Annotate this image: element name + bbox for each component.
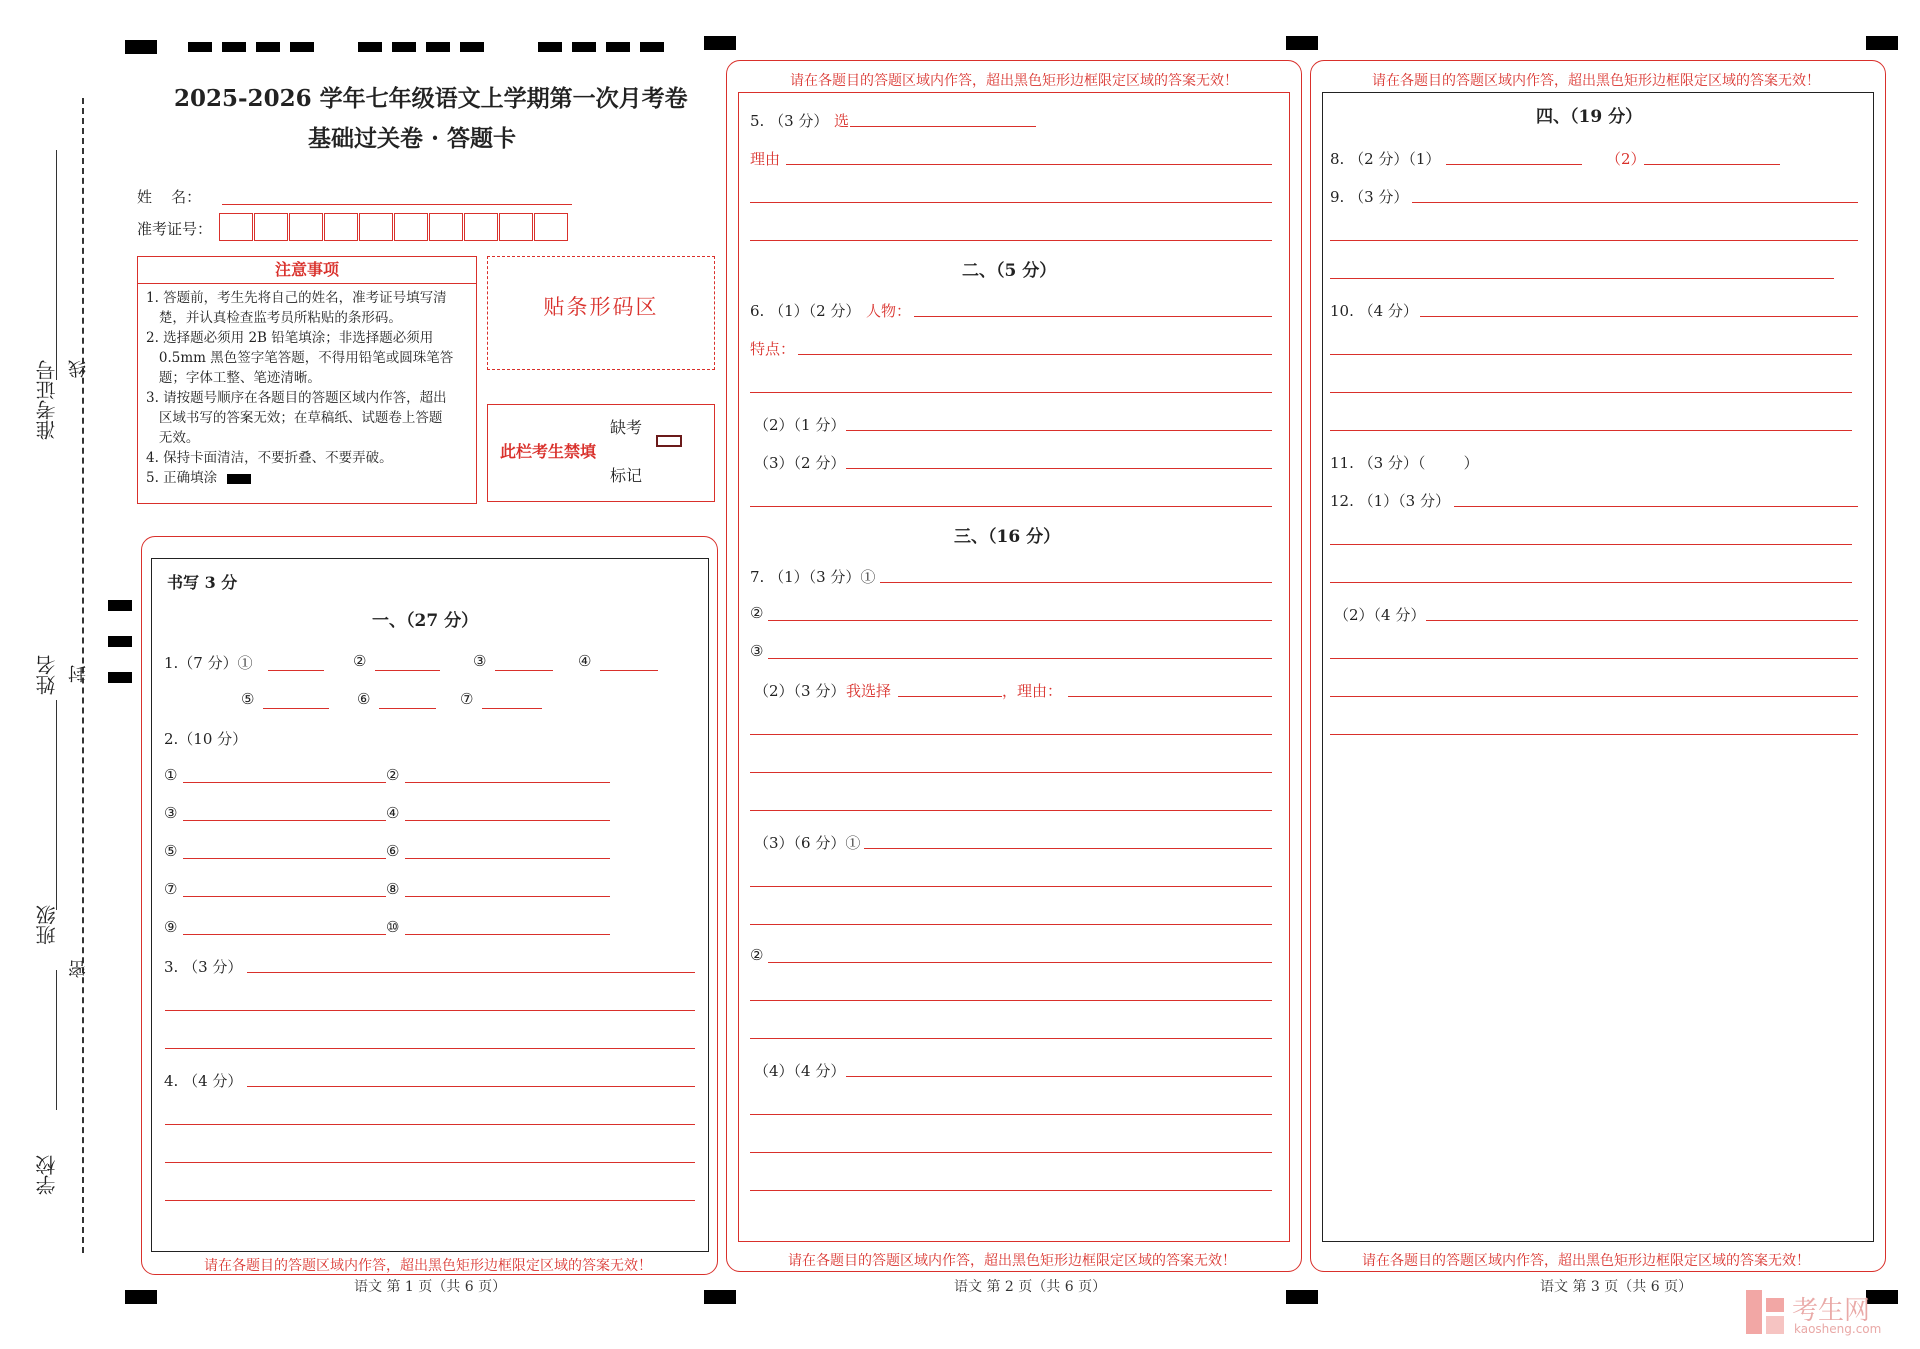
reg-mark — [1866, 1290, 1898, 1304]
side-class-label: 班级 — [35, 905, 59, 945]
q5-line[interactable] — [750, 202, 1272, 203]
q1-blank-2[interactable] — [375, 670, 440, 671]
q3-label: 3. （3 分） — [164, 958, 243, 976]
notice-item: 2. 选择题必须用 2B 铅笔填涂；非选择题必须用 — [146, 330, 434, 346]
side-id-label: 准考证号 — [35, 360, 59, 440]
reg-mark — [704, 36, 736, 50]
q10-line[interactable] — [1330, 354, 1852, 355]
q2-blank-label: ⑩ — [386, 918, 400, 936]
q2-blank[interactable] — [405, 896, 610, 897]
notice-item: 题；字体工整、笔迹清晰。 — [146, 370, 321, 386]
reg-mark — [256, 42, 280, 52]
q7-3-line[interactable] — [768, 962, 1272, 963]
reg-mark — [704, 1290, 736, 1304]
q8-2-label: （2） — [1606, 150, 1646, 168]
name-field[interactable] — [222, 204, 572, 205]
q5-line[interactable] — [786, 164, 1272, 165]
q2-blank-label: ⑨ — [164, 918, 178, 936]
q7-4-label: （4）（4 分） — [754, 1062, 846, 1080]
section-1-heading: 一、（27 分） — [372, 611, 479, 631]
q2-blank[interactable] — [405, 934, 610, 935]
side-name-label: 姓名 — [35, 655, 59, 695]
q6-3-line[interactable] — [750, 506, 1272, 507]
q7-3-line[interactable] — [750, 1038, 1272, 1039]
q1-blank-label: ② — [353, 652, 367, 670]
side-line-label: 线 — [68, 360, 89, 378]
q7-2-line[interactable] — [750, 772, 1272, 773]
reg-mark — [125, 40, 157, 54]
page1-warning: 请在各题目的答题区域内作答，超出黑色矩形边框限定区域的答案无效！ — [204, 1258, 652, 1274]
page2-warning-bottom: 请在各题目的答题区域内作答，超出黑色矩形边框限定区域的答案无效！ — [788, 1253, 1236, 1269]
q2-blank[interactable] — [183, 896, 386, 897]
absent-checkbox[interactable] — [656, 435, 682, 447]
q2-blank[interactable] — [183, 858, 386, 859]
q4-line[interactable] — [247, 1086, 695, 1087]
q3-line[interactable] — [165, 1010, 695, 1011]
q6-feature-line[interactable] — [798, 354, 1272, 355]
q7-4-line[interactable] — [750, 1114, 1272, 1115]
q7-3-line[interactable] — [750, 924, 1272, 925]
notice-item: 4. 保持卡面清洁，不要折叠、不要弄破。 — [146, 450, 393, 466]
q7-4-line[interactable] — [750, 1152, 1272, 1153]
q2-blank[interactable] — [405, 858, 610, 859]
binding-solid-line — [56, 970, 57, 1110]
q1-blank-label: ③ — [473, 652, 487, 670]
q1-blank-1[interactable] — [268, 670, 324, 671]
reg-mark — [222, 42, 246, 52]
notice-box — [137, 256, 477, 504]
reg-mark — [538, 42, 562, 52]
q2-blank-label: ② — [386, 766, 400, 784]
name-label: 姓 名： — [137, 188, 202, 206]
q8-blank-2[interactable] — [1644, 164, 1780, 165]
q2-blank-label: ⑦ — [164, 880, 178, 898]
reg-mark — [640, 42, 664, 52]
q6-person-blank[interactable] — [914, 316, 1272, 317]
q7-label: 7. （1）（3 分）① — [750, 568, 876, 586]
q6-line[interactable] — [750, 392, 1272, 393]
q9-label: 9. （3 分） — [1330, 188, 1409, 206]
reg-mark — [606, 42, 630, 52]
q2-blank[interactable] — [405, 782, 610, 783]
reg-mark — [108, 672, 132, 683]
q10-line[interactable] — [1330, 392, 1852, 393]
reg-mark — [358, 42, 382, 52]
page3-footer: 语文 第 3 页（共 6 页） — [1540, 1279, 1693, 1295]
q7-circle-3: ③ — [750, 642, 764, 660]
q12-2-line[interactable] — [1330, 734, 1858, 735]
absent-box — [487, 404, 715, 502]
id-grid[interactable] — [219, 213, 569, 241]
q2-blank[interactable] — [405, 820, 610, 821]
q1-blank-3[interactable] — [495, 670, 553, 671]
q5-reason: 理由 — [750, 150, 781, 168]
q12-line[interactable] — [1330, 582, 1852, 583]
notice-heading: 注意事项 — [138, 257, 476, 284]
q9-line[interactable] — [1412, 202, 1858, 203]
q12-2-line[interactable] — [1426, 620, 1858, 621]
q6-2-line[interactable] — [846, 430, 1272, 431]
notice-item: 0.5mm 黑色签字笔答题，不得用铅笔或圆珠笔答 — [146, 350, 454, 366]
q12-line[interactable] — [1454, 506, 1858, 507]
section-4-heading: 四、（19 分） — [1536, 107, 1643, 127]
q1-blank-5[interactable] — [263, 708, 329, 709]
q2-blank-label: ⑥ — [386, 842, 400, 860]
q8-label: 8. （2 分）（1） — [1330, 150, 1441, 168]
q7-2-line[interactable] — [750, 734, 1272, 735]
watermark-en: kaosheng.com — [1794, 1322, 1882, 1336]
q7-4-line[interactable] — [750, 1190, 1272, 1191]
notice-item: 无效。 — [146, 430, 200, 446]
q7-2-line[interactable] — [1068, 696, 1272, 697]
q1-blank-label: ⑦ — [460, 690, 474, 708]
page3-warning-top: 请在各题目的答题区域内作答，超出黑色矩形边框限定区域的答案无效！ — [1372, 73, 1820, 89]
q10-line[interactable] — [1420, 316, 1858, 317]
q11-label: 11. （3 分）（ ） — [1330, 454, 1479, 472]
binding-solid-line — [56, 700, 57, 910]
q3-line[interactable] — [165, 1048, 695, 1049]
reg-mark — [108, 636, 132, 647]
q1-blank-4[interactable] — [600, 670, 658, 671]
page2-warning-top: 请在各题目的答题区域内作答，超出黑色矩形边框限定区域的答案无效！ — [790, 73, 1238, 89]
q4-label: 4. （4 分） — [164, 1072, 243, 1090]
q12-2-line[interactable] — [1330, 696, 1858, 697]
reg-mark — [1286, 36, 1318, 50]
q1-blank-7[interactable] — [482, 708, 542, 709]
notice-item: 5. 正确填涂 — [146, 470, 218, 486]
exam-subtitle: 基础过关卷 · 答题卡 — [308, 125, 517, 152]
reg-mark — [426, 42, 450, 52]
q12-label: 12. （1）（3 分） — [1330, 492, 1450, 510]
barcode-area — [487, 256, 715, 370]
q2-blank[interactable] — [183, 820, 386, 821]
page3-warning-bottom: 请在各题目的答题区域内作答，超出黑色矩形边框限定区域的答案无效！ — [1362, 1253, 1810, 1269]
reg-mark — [1286, 1290, 1318, 1304]
notice-item: 1. 答题前，考生先将自己的姓名，准考证号填写清 — [146, 290, 447, 306]
q2-blank-label: ⑤ — [164, 842, 178, 860]
section-2-heading: 二、（5 分） — [962, 261, 1057, 281]
q7-2-label: （2）（3 分） — [754, 682, 846, 700]
watermark-cn: 考生网 — [1792, 1296, 1871, 1326]
side-secret-label: 密 — [68, 960, 89, 978]
reg-mark — [290, 42, 314, 52]
q7-circle-2: ② — [750, 604, 764, 622]
q10-label: 10. （4 分） — [1330, 302, 1418, 320]
q4-line[interactable] — [165, 1200, 695, 1201]
q5-label: 5. （3 分） — [750, 112, 829, 130]
q7-line[interactable] — [880, 582, 1272, 583]
q7-2-reason: ，理由： — [1002, 682, 1063, 700]
binding-solid-line — [56, 150, 57, 380]
q6-3-line[interactable] — [846, 468, 1272, 469]
side-school-label: 学校 — [35, 1155, 59, 1195]
q6-3-label: （3）（2 分） — [754, 454, 846, 472]
reg-mark — [460, 42, 484, 52]
notice-item: 楚，并认真检查监考员所粘贴的条形码。 — [146, 310, 402, 326]
section-3-heading: 三、（16 分） — [954, 527, 1061, 547]
q7-3-circle-2: ② — [750, 946, 764, 964]
q2-blank-label: ④ — [386, 804, 400, 822]
q2-blank-label: ① — [164, 766, 178, 784]
side-seal-label: 封 — [68, 665, 89, 683]
q2-blank-label: ⑧ — [386, 880, 400, 898]
q7-2-choose-blank[interactable] — [898, 696, 1002, 697]
q5-select-blank[interactable] — [850, 126, 1036, 127]
fill-sample — [227, 474, 251, 484]
page2-footer: 语文 第 2 页（共 6 页） — [954, 1279, 1107, 1295]
q12-2-label: （2）（4 分） — [1334, 606, 1426, 624]
q12-2-line[interactable] — [1330, 658, 1858, 659]
q1-label: 1.（7 分）① — [164, 654, 253, 672]
reg-mark — [572, 42, 596, 52]
q4-line[interactable] — [165, 1124, 695, 1125]
q9-line[interactable] — [1330, 278, 1834, 279]
absent-label: 此栏考生禁填 — [500, 442, 597, 461]
q2-blank[interactable] — [183, 934, 386, 935]
q6-person: 人物： — [866, 302, 912, 320]
q5-line[interactable] — [750, 240, 1272, 241]
q9-line[interactable] — [1330, 240, 1858, 241]
reg-mark — [108, 600, 132, 611]
q2-label: 2.（10 分） — [164, 730, 248, 748]
q2-blank[interactable] — [183, 782, 386, 783]
notice-item: 3. 请按题号顺序在各题目的答题区域内作答，超出 — [146, 390, 447, 406]
q1-blank-6[interactable] — [379, 708, 436, 709]
q7-3-line[interactable] — [750, 1000, 1272, 1001]
reg-mark — [392, 42, 416, 52]
kaosheng-logo — [1746, 1290, 1784, 1334]
exam-title: 2025-2026 学年七年级语文上学期第一次月考卷 — [174, 85, 688, 112]
q7-3-line[interactable] — [864, 848, 1272, 849]
q1-blank-label: ④ — [578, 652, 592, 670]
q12-line[interactable] — [1330, 544, 1852, 545]
q2-blank-label: ③ — [164, 804, 178, 822]
q10-line[interactable] — [1330, 430, 1852, 431]
q5-select: 选 — [834, 112, 850, 130]
q1-blank-label: ⑥ — [357, 690, 371, 708]
q3-line[interactable] — [247, 972, 695, 973]
reg-mark — [188, 42, 212, 52]
q8-blank-1[interactable] — [1446, 164, 1582, 165]
q7-2-line[interactable] — [750, 810, 1272, 811]
q6-2-label: （2）（1 分） — [754, 416, 846, 434]
q4-line[interactable] — [165, 1162, 695, 1163]
q7-line[interactable] — [768, 658, 1272, 659]
writing-score: 书写 3 分 — [167, 573, 238, 592]
reg-mark — [1866, 36, 1898, 50]
notice-item: 区域书写的答案无效；在草稿纸、试题卷上答题 — [146, 410, 443, 426]
q7-4-line[interactable] — [846, 1076, 1272, 1077]
q7-3-line[interactable] — [750, 886, 1272, 887]
page1-footer: 语文 第 1 页（共 6 页） — [354, 1279, 507, 1295]
absent-mark-2: 标记 — [610, 466, 643, 485]
reg-mark — [125, 1290, 157, 1304]
page3-answer-box — [1322, 92, 1874, 1242]
absent-mark-1: 缺考 — [610, 418, 643, 437]
q7-3-label: （3）（6 分）① — [754, 834, 861, 852]
q7-2-choose: 我选择 — [846, 682, 892, 700]
q1-blank-label: ⑤ — [241, 690, 255, 708]
q6-feature: 特点： — [750, 340, 796, 358]
q6-label: 6. （1）（2 分） — [750, 302, 861, 320]
q7-line[interactable] — [768, 620, 1272, 621]
barcode-label: 贴条形码区 — [543, 295, 659, 319]
id-label: 准考证号： — [137, 220, 213, 238]
